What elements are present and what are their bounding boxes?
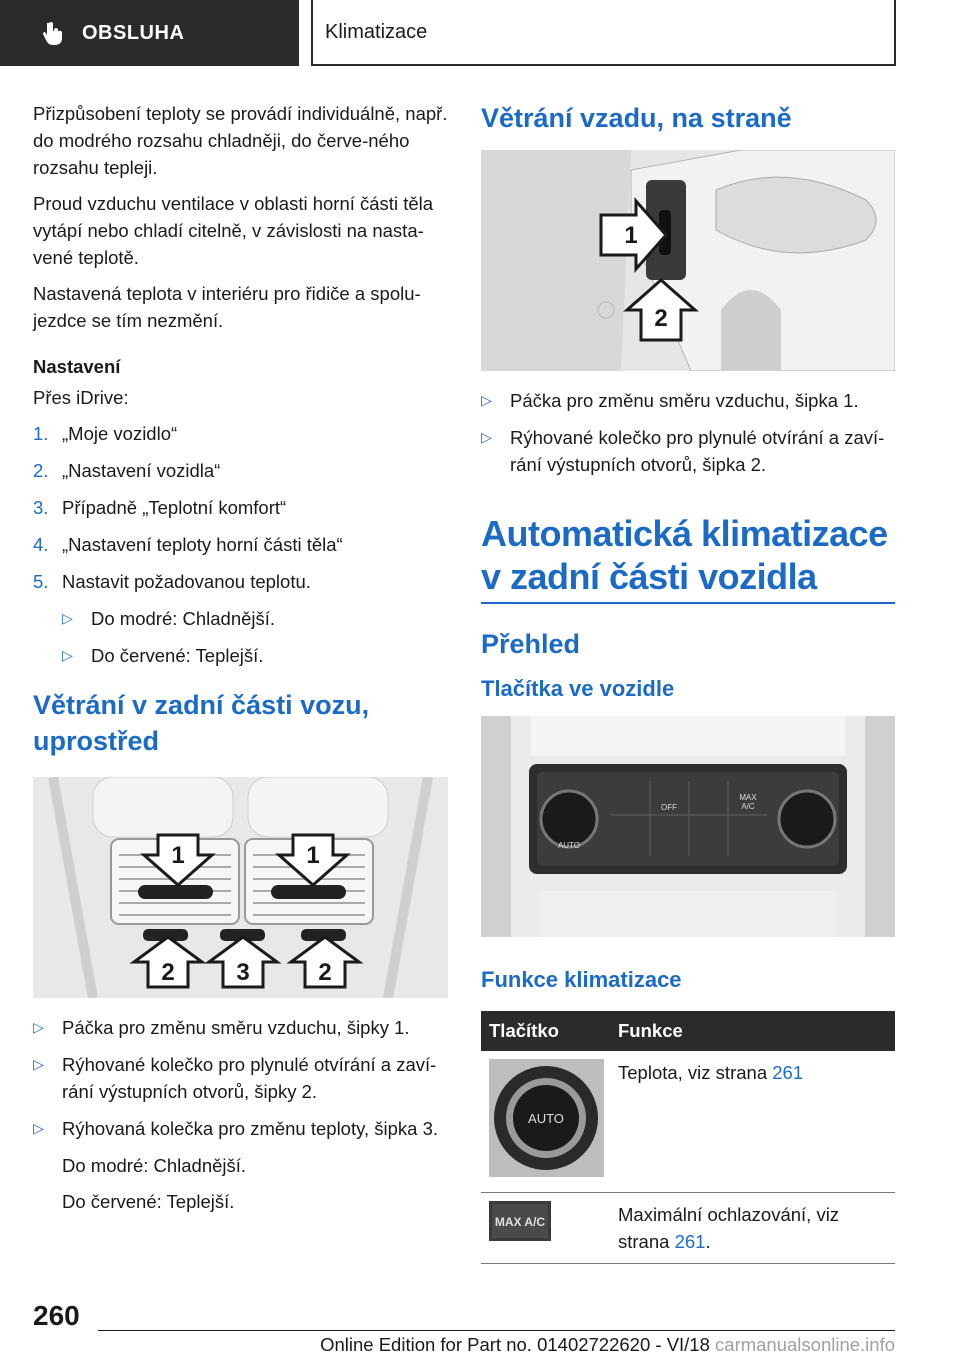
panel-label: MAX <box>739 793 757 802</box>
list-item: ▷ Rýhované kolečko pro plynulé otvírání a zaví-rání výstupních otvorů, šipky 2. <box>33 1051 448 1105</box>
list-item: ▷ Rýhované kolečko pro plynulé otvírání a zaví-rání výstupních otvorů, šipka 2. <box>481 424 895 478</box>
chapter-title: Klimatizace <box>325 20 428 43</box>
list-item: ▷ Do červené: Teplejší. <box>62 642 448 669</box>
footer-divider <box>98 1330 895 1331</box>
svg-text:AUTO: AUTO <box>528 1111 564 1126</box>
page-link[interactable]: 261 <box>674 1231 706 1252</box>
list-item: ▷ Do modré: Chladnější. <box>62 605 448 632</box>
step-item: 4. „Nastavení teploty horní části těla“ <box>33 534 343 555</box>
chapter-title-box <box>311 0 896 66</box>
vent-side-heading: Větrání vzadu, na straně <box>481 103 792 133</box>
left-column <box>33 100 448 1224</box>
vent-side-bullets <box>481 387 895 478</box>
triangle-bullet-icon: ▷ <box>481 429 492 445</box>
step-item: 3. Případně „Teplotní komfort“ <box>33 497 287 518</box>
auto-climate-heading: Automatická klimatizace v zadní části vozidla <box>481 513 888 597</box>
overview-heading: Přehled <box>481 629 581 659</box>
hand-pointer-icon <box>40 20 66 46</box>
triangle-bullet-icon: ▷ <box>481 392 492 408</box>
settings-steps <box>33 420 448 595</box>
table-row <box>481 1193 895 1264</box>
vent-label: 2 <box>161 959 175 986</box>
section-tab <box>0 0 299 66</box>
vent-label: 1 <box>306 842 320 869</box>
rear-climate-panel-image <box>481 716 895 937</box>
climate-panel-illustration <box>481 716 895 937</box>
triangle-bullet-icon: ▷ <box>62 647 73 663</box>
column-header: Funkce <box>610 1011 895 1051</box>
auto-climate-heading-wrap <box>481 512 895 604</box>
vent-label: 1 <box>624 222 638 249</box>
vent-label: 3 <box>236 959 250 986</box>
right-column <box>481 100 895 1264</box>
list-item: ▷ Páčka pro změnu směru vzduchu, šipky 1. <box>33 1014 448 1041</box>
panel-label: A/C <box>741 802 755 811</box>
auto-knob-icon <box>489 1059 604 1177</box>
section-title: OBSLUHA <box>82 21 185 44</box>
panel-label: OFF <box>661 803 677 812</box>
triangle-bullet-icon: ▷ <box>33 1019 44 1035</box>
step5-sublist <box>62 605 448 669</box>
settings-heading: Nastavení <box>33 356 121 377</box>
list-item: ▷ Rýhovaná kolečka pro změnu teploty, šipka 3. <box>33 1115 448 1142</box>
paragraph: Nastavená teplota v interiéru pro řidiče a spolu-jezdce se tím nezmění. <box>33 283 421 331</box>
svg-text:MAX A/C: MAX A/C <box>494 1215 546 1229</box>
paragraph: Proud vzduchu ventilace v oblasti horní části těla vytápí nebo chladí citelně, v závislosti na nasta-vené teplotě. <box>33 193 434 268</box>
functions-heading: Funkce klimatizace <box>481 967 682 992</box>
step-item: 5. Nastavit požadovanou teplotu. <box>33 571 311 592</box>
column-header: Tlačítko <box>481 1011 610 1051</box>
panel-label: AUTO <box>557 841 581 850</box>
triangle-bullet-icon: ▷ <box>62 610 73 626</box>
paragraph: Přizpůsobení teploty se provádí individuálně, např. do modrého rozsahu chladněji, do červe-ného rozsahu tepleji. <box>33 103 448 178</box>
page-link[interactable]: 261 <box>772 1062 804 1083</box>
watermark: carmanualsonline.info <box>715 1334 895 1355</box>
vent-label: 2 <box>654 305 668 332</box>
side-vent-illustration <box>481 150 895 371</box>
triangle-bullet-icon: ▷ <box>33 1056 44 1072</box>
triangle-bullet-icon: ▷ <box>33 1120 44 1136</box>
rear-center-vents-image <box>33 777 448 998</box>
function-cell: Maximální ochlazování, viz strana 261. <box>610 1193 895 1264</box>
page-header <box>0 0 960 66</box>
functions-table <box>481 1011 895 1264</box>
step-item: 2. „Nastavení vozidla“ <box>33 460 221 481</box>
vent-center-heading: Větrání v zadní části vozu, uprostřed <box>33 690 370 756</box>
vents-illustration <box>33 777 448 998</box>
settings-intro: Přes iDrive: <box>33 387 129 408</box>
button-image-cell <box>481 1051 610 1193</box>
vent-label: 2 <box>318 959 332 986</box>
button-image-cell <box>481 1193 610 1264</box>
vent-center-bullets <box>33 1014 448 1142</box>
buttons-heading: Tlačítka ve vozidle <box>481 676 675 701</box>
max-ac-button-icon <box>489 1201 551 1241</box>
footer-edition: Online Edition for Part no. 01402722620 - VI/18 carmanualsonline.info <box>320 1334 895 1355</box>
page-number: 260 <box>33 1300 80 1331</box>
vent-label: 1 <box>171 842 185 869</box>
rear-side-vent-image <box>481 150 895 371</box>
step-item: 1. „Moje vozidlo“ <box>33 423 178 444</box>
page-footer <box>0 1300 960 1362</box>
list-item: ▷ Páčka pro změnu směru vzduchu, šipka 1. <box>481 387 895 414</box>
table-header-row <box>481 1011 895 1051</box>
table-row <box>481 1051 895 1193</box>
sub-paragraph: Do modré: Chladnější. <box>62 1155 247 1176</box>
function-cell: Teplota, viz strana 261 <box>610 1051 895 1193</box>
sub-paragraph: Do červené: Teplejší. <box>62 1191 235 1212</box>
